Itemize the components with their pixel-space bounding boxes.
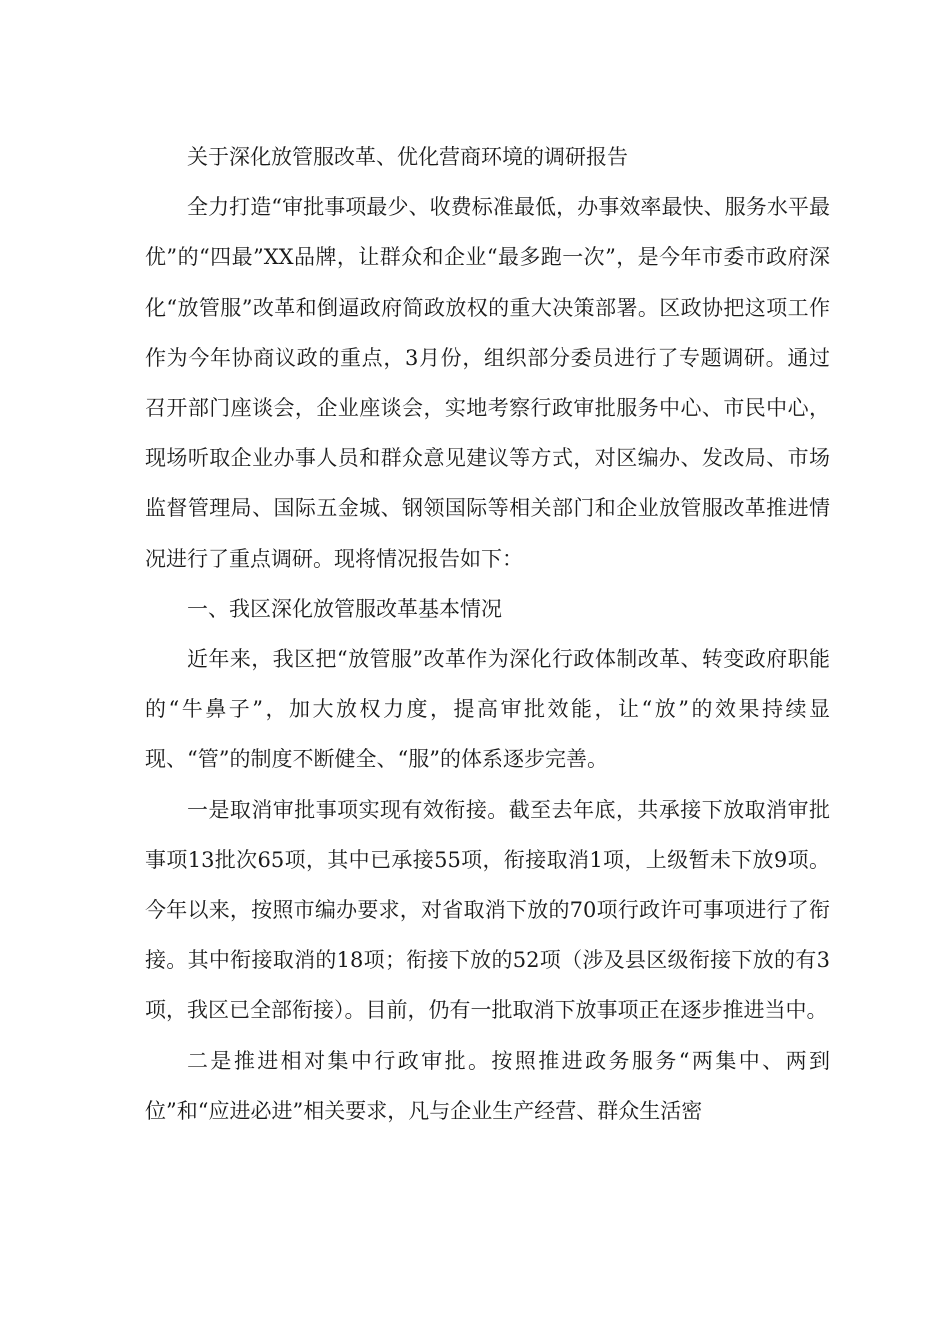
paragraph-overview: 近年来，我区把“放管服”改革作为深化行政体制改革、转变政府职能的“牛鼻子”，加大放权力度，提高审批效能，让“放”的效果持续显现、“管”的制度不断健全、“服”的体系逐步完善。: [145, 647, 830, 772]
section-heading-1: 一、我区深化放管服改革基本情况: [187, 596, 502, 621]
document-title: 关于深化放管服改革、优化营商环境的调研报告: [187, 145, 628, 169]
document-body: [145, 132, 830, 1136]
paragraph-point-1: 一是取消审批事项实现有效衔接。截至去年底，共承接下放取消审批事项13批次65项，其中已承接55项，衔接取消1项，上级暂未下放9项。今年以来，按照市编办要求，对省取消下放的70项行政许可事项进行了衔接。其中衔接取消的18项；衔接下放的52项（涉及县区级衔接下放的有3项，我区已全部衔接）。目前，仍有一批取消下放事项正在逐步推进当中。: [145, 797, 830, 1023]
paragraph-intro: 全力打造“审批事项最少、收费标准最低，办事效率最快、服务水平最优”的“四最”XX品牌，让群众和企业“最多跑一次”，是今年市委市政府深化“放管服”改革和倒逼政府简政放权的重大决策部署。区政协把这项工作作为今年协商议政的重点，3月份，组织部分委员进行了专题调研。通过召开部门座谈会，企业座谈会，实地考察行政审批服务中心、市民中心，现场听取企业办事人员和群众意见建议等方式，对区编办、发改局、市场监督管理局、国际五金城、钢领国际等相关部门和企业放管服改革推进情况进行了重点调研。现将情况报告如下：: [145, 195, 830, 571]
paragraph-point-2: 二是推进相对集中行政审批。按照推进政务服务“两集中、两到位”和“应进必进”相关要求，凡与企业生产经营、群众生活密: [145, 1048, 830, 1123]
